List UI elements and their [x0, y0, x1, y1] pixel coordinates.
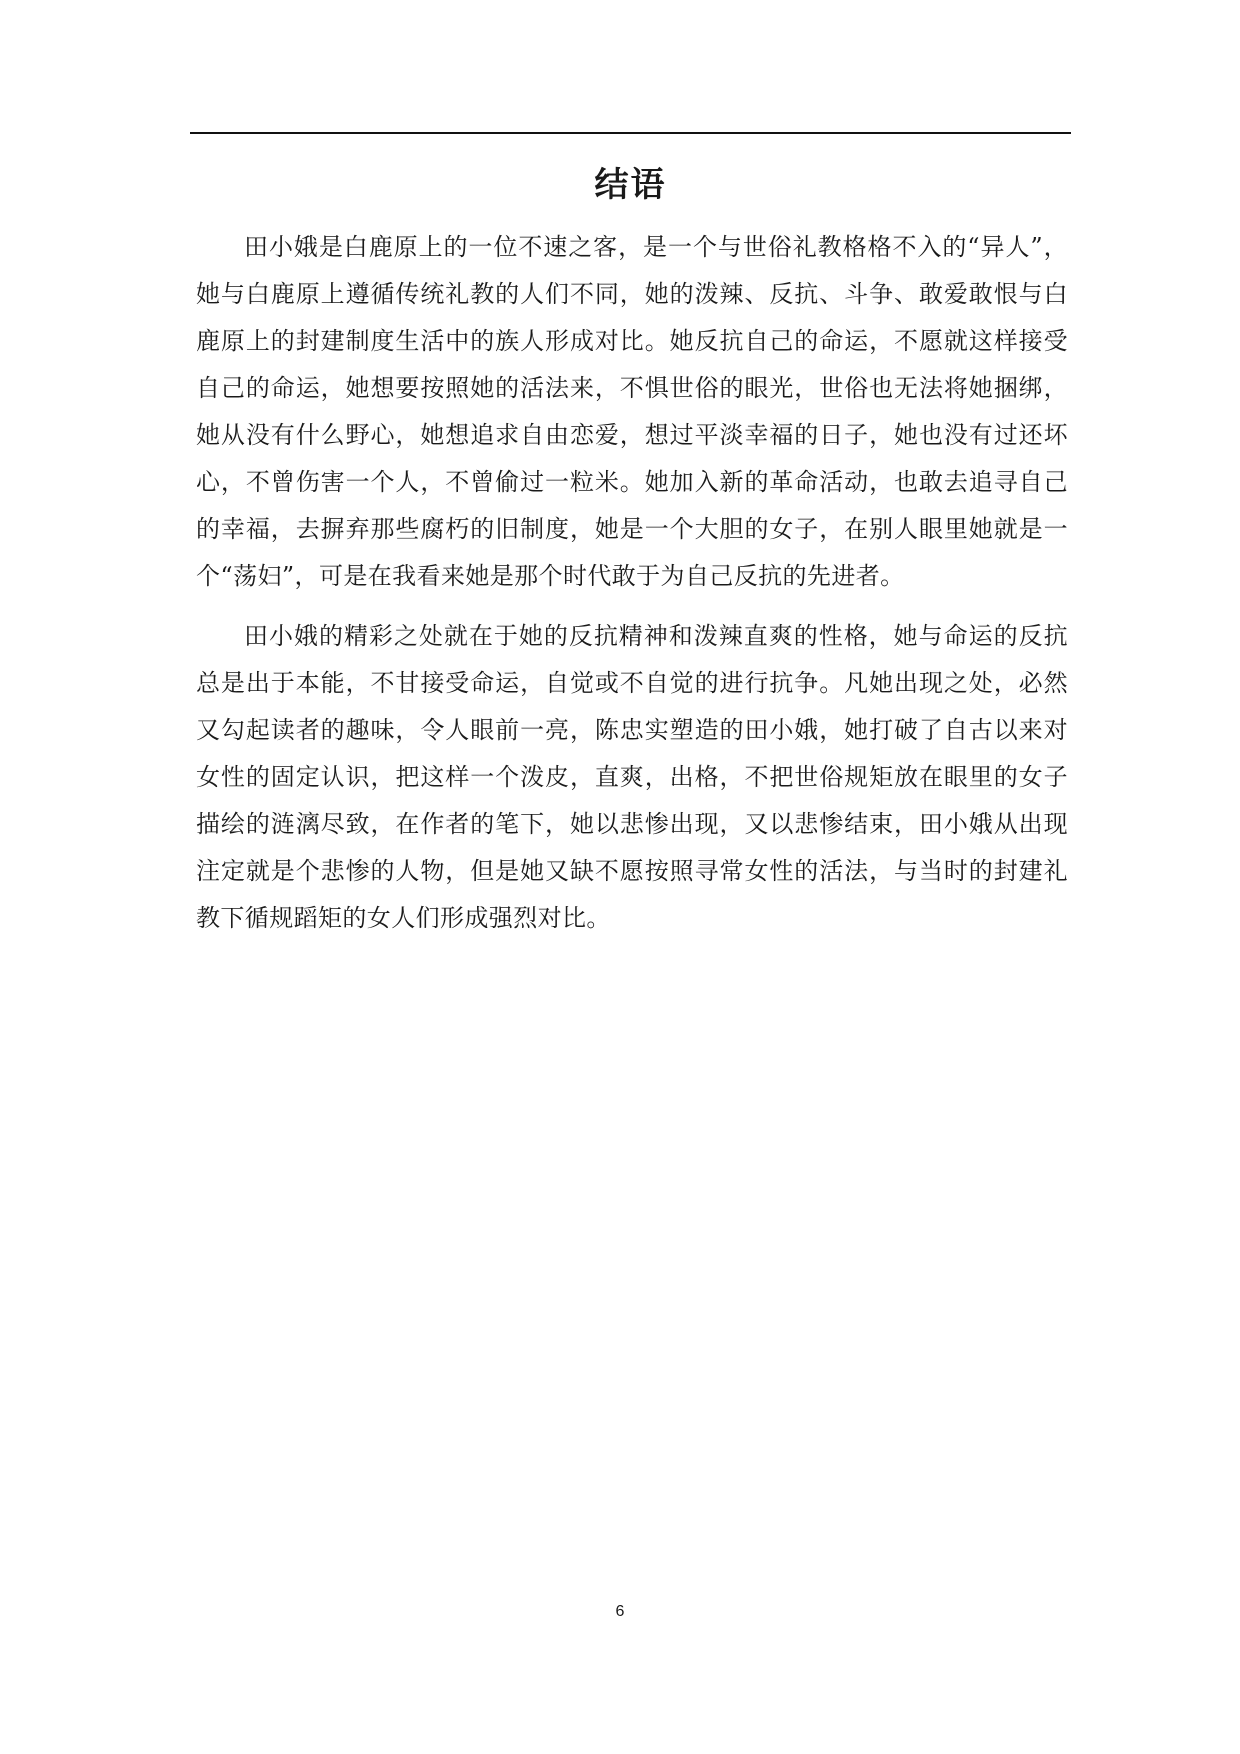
section-title: 结语	[594, 165, 667, 205]
paragraph: 田小娥的精彩之处就在于她的反抗精神和泼辣直爽的性格，她与命运的反抗总是出于本能，不甘接受命运，自觉或不自觉的进行抗争。凡她出现之处，必然又勾起读者的趣味，令人眼前一亮，陈忠实塑造的田小娥，她打破了自古以来对女性的固定认识，把这样一个泼皮，直爽，出格，不把世俗规矩放在眼里的女子描绘的涟漓尽致，在作者的笔下，她以悲惨出现，又以悲惨结束，田小娥从出现注定就是个悲惨的人物，但是她又缺不愿按照寻常女性的活法，与当时的封建礼教下循规蹈矩的女人们形成强烈对比。	[196, 622, 1068, 932]
header-rule	[190, 132, 1071, 134]
page-number: 6	[615, 1603, 625, 1620]
paragraph: 田小娥是白鹿原上的一位不速之客，是一个与世俗礼教格格不入的“异人”，她与白鹿原上遵循传统礼教的人们不同，她的泼辣、反抗、斗争、敢爱敢恨与白鹿原上的封建制度生活中的族人形成对比。她反抗自己的命运，不愿就这样接受自己的命运，她想要按照她的活法来，不惧世俗的眼光，世俗也无法将她捆绑，她从没有什么野心，她想追求自由恋爱，想过平淡幸福的日子，她也没有过还坏心，不曾伤害一个人，不曾偷过一粒米。她加入新的革命活动，也敢去追寻自己的幸福，去摒弃那些腐朽的旧制度，她是一个大胆的女子，在别人眼里她就是一个“荡妇”，可是在我看来她是那个时代敢于为自己反抗的先进者。	[196, 233, 1068, 590]
body-text	[196, 224, 1068, 942]
